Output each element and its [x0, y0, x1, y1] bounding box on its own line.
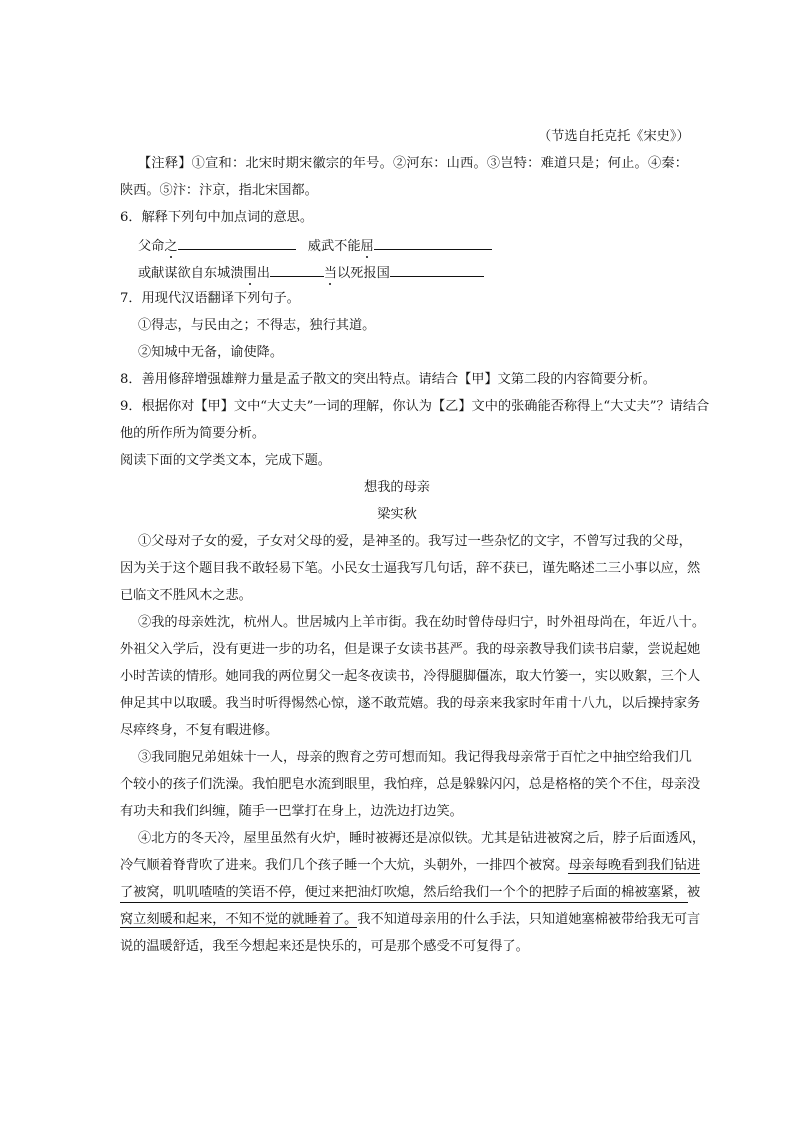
q6-answer-blank-3[interactable] — [270, 263, 324, 277]
paragraph-3-line-3: 有功夫和我们纠缠，随手一巴掌打在身上，边洗边打边笑。 — [120, 804, 463, 819]
q6-item4-dotted-word: 当 — [323, 266, 338, 281]
question-6-row-2 — [138, 263, 484, 283]
q6-item1-dotted-word: 之 — [164, 239, 178, 254]
q6-item2-text: 威武不能 — [307, 239, 361, 254]
q6-answer-blank-4[interactable] — [390, 263, 484, 277]
article-title: 想我的母亲 — [364, 480, 430, 495]
paragraph-4-line-2-text: 冷气顺着脊背吹了进来。我们几个孩子睡一个大炕，头朝外，一排四个被窝。 — [120, 858, 569, 873]
notes-line-2: 陕西。⑤汴：汴京，指北宋国都。 — [120, 183, 318, 198]
q6-item3-text: 或献谋欲自东城溃 — [138, 266, 244, 281]
question-9-line-2: 他的所作所为简要分析。 — [120, 426, 266, 441]
source-note: （节选自托克托《宋史》） — [538, 129, 690, 144]
paragraph-2-line-2: 外祖父入学后，没有更进一步的功名，但是课子女读书甚严。我的母亲教导我们读书启蒙，尝说起她 — [120, 642, 701, 657]
paragraph-4-line-1: ④北方的冬天冷，屋里虽然有火炉，睡时被褥还是凉似铁。尤其是钻进被窝之后，脖子后面透风， — [138, 831, 706, 846]
paragraph-3-line-2: 个较小的孩子们洗澡。我怕肥皂水流到眼里，我怕痒，总是躲躲闪闪，总是格格的笑个不住，母亲没 — [120, 777, 701, 792]
question-6-stem: 6．解释下列句中加点词的意思。 — [120, 210, 314, 225]
paragraph-4-line-2 — [120, 857, 700, 875]
paragraph-4-line-4-text: 我不知道母亲用的什么手法，只知道她塞棉被带给我无可言 — [357, 912, 701, 927]
question-8-stem: 8．善用修辞增强雄辩力量是孟子散文的突出特点。请结合【甲】文第二段的内容简要分析。 — [120, 372, 656, 387]
q6-item3-tail: 出 — [256, 266, 270, 281]
underlined-sentence-part-3: 窝立刻暖和起来，不知不觉的就睡着了。 — [120, 912, 358, 927]
question-7-sentence-2: ②知城中无备，谕使降。 — [138, 345, 284, 360]
paragraph-4-line-4 — [120, 911, 700, 929]
paragraph-2-line-3: 小时苦读的情形。她同我的两位舅父一起冬夜读书，冷得腿脚僵冻，取大竹篓一，实以败絮，三个人 — [120, 669, 701, 684]
reading-intro: 阅读下面的文学类文本，完成下题。 — [120, 453, 331, 468]
paragraph-1-line-2: 因为关于这个题目我不敢轻易下笔。小民女士逼我写几句话，辞不获已，谨先略述二三小事以应，然 — [120, 561, 701, 576]
q6-item3-dotted-word: 围 — [243, 266, 257, 281]
question-7-stem: 7．用现代汉语翻译下列句子。 — [120, 291, 300, 306]
underlined-sentence-part-2: 了被窝，叽叽喳喳的笑语不停，便过来把油灯吹熄，然后给我们一个个的把脖子后面的棉被塞紧，被 — [120, 884, 688, 903]
paragraph-1-line-3: 已临文不胜风木之悲。 — [120, 588, 252, 603]
question-9-line-1: 9．根据你对【甲】文中“大丈夫”一词的理解，你认为【乙】文中的张确能否称得上“大丈夫”？请结合 — [120, 399, 710, 414]
paragraph-2-line-1: ②我的母亲姓沈，杭州人。世居城内上羊市街。我在幼时曾侍母归宁，时外祖母尚在，年近八十。 — [138, 615, 706, 630]
q6-item1-text: 父命 — [138, 239, 165, 254]
paragraph-3-line-1: ③我同胞兄弟姐妹十一人，母亲的煦育之劳可想而知。我记得我母亲常于百忙之中抽空给我们几 — [138, 750, 692, 765]
q6-item4-text: 以死报国 — [337, 266, 390, 281]
question-6-row-1 — [138, 236, 492, 256]
underlined-sentence-part-1: 母亲每晚看到我们钻进 — [568, 858, 701, 873]
paragraph-2-line-4: 伸足其中以取暖。我当时听得惕然心惊，遂不敢荒嬉。我的母亲来我家时年甫十八九，以后操持家务 — [120, 696, 701, 711]
paragraph-2-line-5: 尽瘁终身，不复有暇进修。 — [120, 723, 279, 738]
q6-item2-dotted-word: 屈 — [360, 239, 374, 254]
article-author: 梁实秋 — [377, 507, 417, 522]
q6-answer-blank-1[interactable] — [178, 236, 296, 250]
q6-answer-blank-2[interactable] — [374, 236, 492, 250]
paragraph-1-line-1: ①父母对子女的爱，子女对父母的爱，是神圣的。我写过一些杂忆的文字，不曾写过我的父母， — [138, 534, 692, 549]
paragraph-4-line-5: 说的温暖舒适，我至今想起来还是快乐的，可是那个感受不可复得了。 — [120, 939, 529, 954]
notes-line-1: 【注释】①宣和：北宋时期宋徽宗的年号。②河东：山西。③岂特：难道只是；何止。④秦： — [138, 156, 688, 171]
question-7-sentence-1: ①得志，与民由之；不得志，独行其道。 — [138, 318, 376, 333]
